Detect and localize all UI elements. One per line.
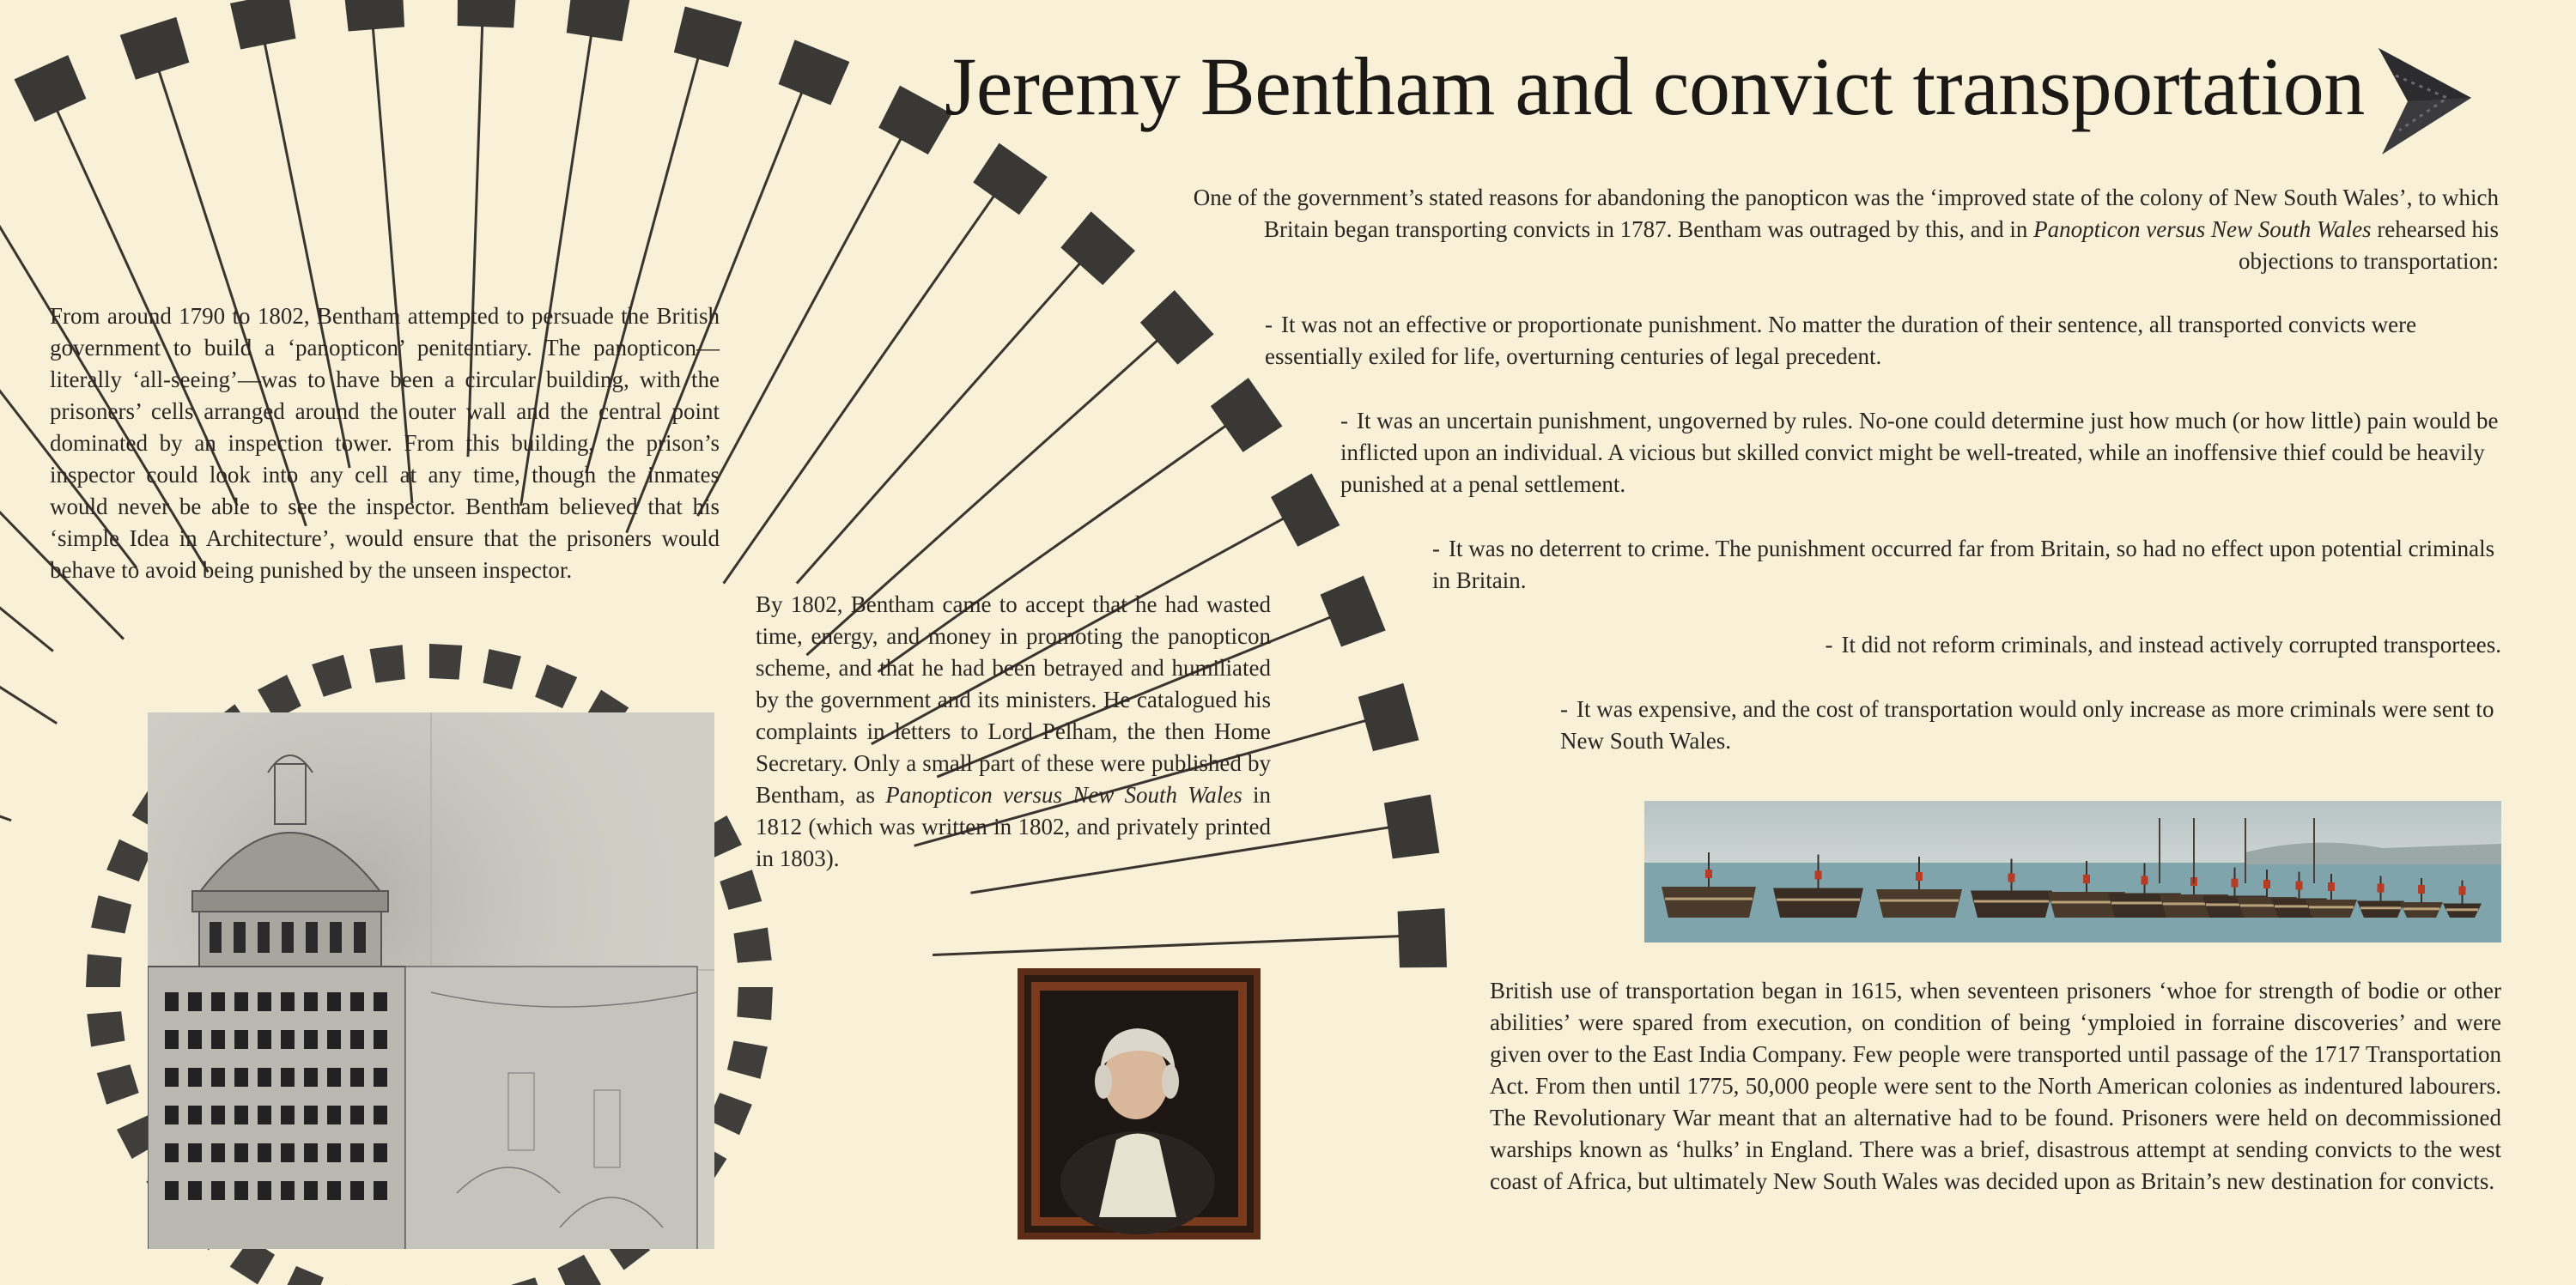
window [188,1106,202,1124]
cell-block [370,645,405,682]
cell-block [734,928,772,963]
hulk-ship [2306,900,2357,918]
window [306,922,318,953]
window [374,1181,387,1200]
window [165,1068,179,1087]
window [188,1181,202,1200]
window [327,992,341,1011]
window [234,922,246,953]
page-title: Jeremy Bentham and convict transportation [945,40,2365,132]
cell-block [312,655,352,697]
window [304,1143,318,1162]
cell-block [557,1255,601,1285]
cell-block [567,0,631,41]
window [374,1068,387,1087]
cell-block [429,644,462,680]
cell-block [1384,795,1440,859]
cell-block [878,86,951,155]
window [350,992,364,1011]
transportation-history-paragraph: British use of transportation began in 1615, when seventeen prisoners ‘whoe for strength of bodie or other abilities’ were spared from execution, on condition of being ‘ymploied in forraine discoveries’ and were given over to the East India Company. Few people were transported until passage of the 1717 Transportation Act. From then until 1775, 50,000 people were sent to the North American colonies as indentured labourers. The Revolutionary War meant that an alternative had to be found. Prisoners were held on decommissioned warships known as ‘hulks’ in England. There was a brief, disastrous attempt at sending convicts to the west coast of Africa, but ultimately New South Wales was decided upon as Britain’s new destination for convicts. [1490,978,2501,1194]
window [374,1106,387,1124]
cell-block [708,1093,752,1135]
cell-block [282,1266,324,1285]
flag [2142,876,2148,885]
hulk-ship [1662,887,1756,918]
window [327,1143,341,1162]
cell-block [14,55,86,122]
window [281,1143,295,1162]
window [234,1068,248,1087]
intro-paragraph: One of the government’s stated reasons for abandoning the panopticon was the ‘improved state of the colony of New South Wales’, to which Britain began transporting convicts in 1787. Bentham was outraged by this, and in Panopticon versus New South Wales rehearsed his objections to transportation: [1193,185,2499,274]
window [330,922,342,953]
cell-block [779,39,850,105]
window [211,1181,225,1200]
flag [2263,880,2270,888]
cell-block [87,1011,125,1046]
panopticon-elevation-drawing [148,712,714,1249]
hulk-ship [1773,888,1863,918]
cell-block [737,987,773,1020]
flag [2459,887,2466,895]
cell-block [973,143,1048,215]
window [282,922,294,953]
flag [2296,882,2303,890]
flag [2232,879,2239,888]
window [165,1181,179,1200]
hull-stripe [1665,898,1753,900]
window [188,1143,202,1162]
cell-block [483,649,521,689]
hull-stripe [2403,907,2439,910]
window [350,1068,364,1087]
cell-block [535,664,577,708]
window [258,922,270,953]
flag [1815,871,1822,880]
window [327,1181,341,1200]
objection-item: - It did not reform criminals, and instead actively corrupted transportees. [1825,632,2501,658]
cell-block [674,7,742,68]
hull-stripe [1777,899,1860,901]
objection-item: - It was an uncertain punishment, ungoverned by rules. No-one could determine just how much (or how little) pain would be inflicted upon an individual. A vicious but skilled convict might be well-treated, while an inoffensive thief could be heavily punished at a penal settlement. [1340,408,2499,497]
window [354,922,366,953]
window [258,1106,271,1124]
window [304,1030,318,1049]
window [350,1030,364,1049]
bentham-portrait [1018,968,1261,1240]
window [281,1181,295,1200]
cell-block [727,1041,768,1079]
cell-wall-line [0,464,57,723]
cell-block [230,0,296,49]
window [327,1106,341,1124]
window [258,1068,271,1087]
window [211,1030,225,1049]
window [165,1030,179,1049]
window [234,1106,248,1124]
cell-block [1140,290,1214,365]
hull-stripe [1974,900,2049,903]
cell-block [458,0,517,27]
cell-wall-line [0,376,53,652]
window [188,992,202,1011]
hull-stripe [2309,906,2354,908]
window [374,992,387,1011]
window [374,1143,387,1162]
window [234,1030,248,1049]
flag [1916,872,1923,881]
window [258,1030,271,1049]
hulk-ship [1971,891,2052,918]
objection-item: - It was not an effective or proportionate punishment. No matter the duration of their sentence, all transported convicts were essentially exiled for life, overturning centuries of legal precedent. [1265,312,2417,369]
hulk-ship [1876,889,1962,918]
cell-wall-line [933,936,1399,955]
cell-block [720,870,762,910]
cell-block [507,1277,547,1285]
cell-block [120,17,190,80]
flag [2008,874,2015,882]
cell-block [343,0,404,31]
cell-wall-line [697,139,900,516]
window [281,1030,295,1049]
objection-item: - It was no deterrent to crime. The punishment occurred far from Britain, so had no effect upon potential criminals in Britain. [1432,536,2495,593]
window [188,1030,202,1049]
prison-hulks-painting [1644,801,2501,943]
window [234,1143,248,1162]
flag [2083,875,2090,883]
window [350,1106,364,1124]
cell-block [97,1064,139,1105]
window [304,1106,318,1124]
window [304,1068,318,1087]
cell-block [106,839,150,882]
hull-stripe [2360,906,2401,909]
window [258,1181,271,1200]
objections-list [1213,309,2501,790]
window [211,1068,225,1087]
flag [1705,870,1712,878]
objection-item: - It was expensive, and the cost of transportation would only increase as more criminals were sent to New South Wales. [1560,696,2494,754]
window [281,1106,295,1124]
panopticon-description: From around 1790 to 1802, Bentham attempted to persuade the British government to build a ‘panopticon’ penitentiary. The panopticon—literally ‘all-seeing’—was to have been a circular building, with the prisoners’ cells arranged around the outer wall and the central point dominated by an inspection tower. From this building, the prison’s inspector could look into any cell at any time, though the inmates would never be able to see the inspector. Bentham believed that his ‘simple Idea in Architecture’, would ensure that the prisoners would behave to avoid being punished by the unseen inspector. [50,303,720,583]
window [258,992,271,1011]
window [350,1143,364,1162]
window [374,1030,387,1049]
cell-wall-line [0,661,11,821]
window [327,1068,341,1087]
hull-stripe [1880,900,1959,902]
window [234,1181,248,1200]
window [165,992,179,1011]
window [234,992,248,1011]
cell-block [91,895,131,933]
window [211,992,225,1011]
flag [2328,882,2335,891]
window [350,1181,364,1200]
window [165,1106,179,1124]
flag [2418,885,2425,894]
hull-stripe [2446,908,2478,911]
window [188,1068,202,1087]
flag [2378,884,2385,893]
cell-block [1398,908,1447,967]
window [304,1181,318,1200]
window [281,1068,295,1087]
window [211,1143,225,1162]
window [281,992,295,1011]
window [258,1143,271,1162]
bentham-betrayal-paragraph: By 1802, Bentham came to accept that he had wasted time, energy, and money in promoting the panopticon scheme, and that he had been betrayed and humiliated by the government and its ministers. He catalogued his complaints in letters to Lord Pelham, the then Home Secretary. Only a small part of these were published by Bentham, as Panopticon versus New South Wales in 1812 (which was written in 1802, and privately printed in 1803). [756,591,1271,871]
window [211,1106,225,1124]
cell-block [86,955,122,987]
next-arrow-icon[interactable] [2370,41,2476,160]
window [327,1030,341,1049]
window [304,992,318,1011]
window [210,922,222,953]
window [165,1143,179,1162]
